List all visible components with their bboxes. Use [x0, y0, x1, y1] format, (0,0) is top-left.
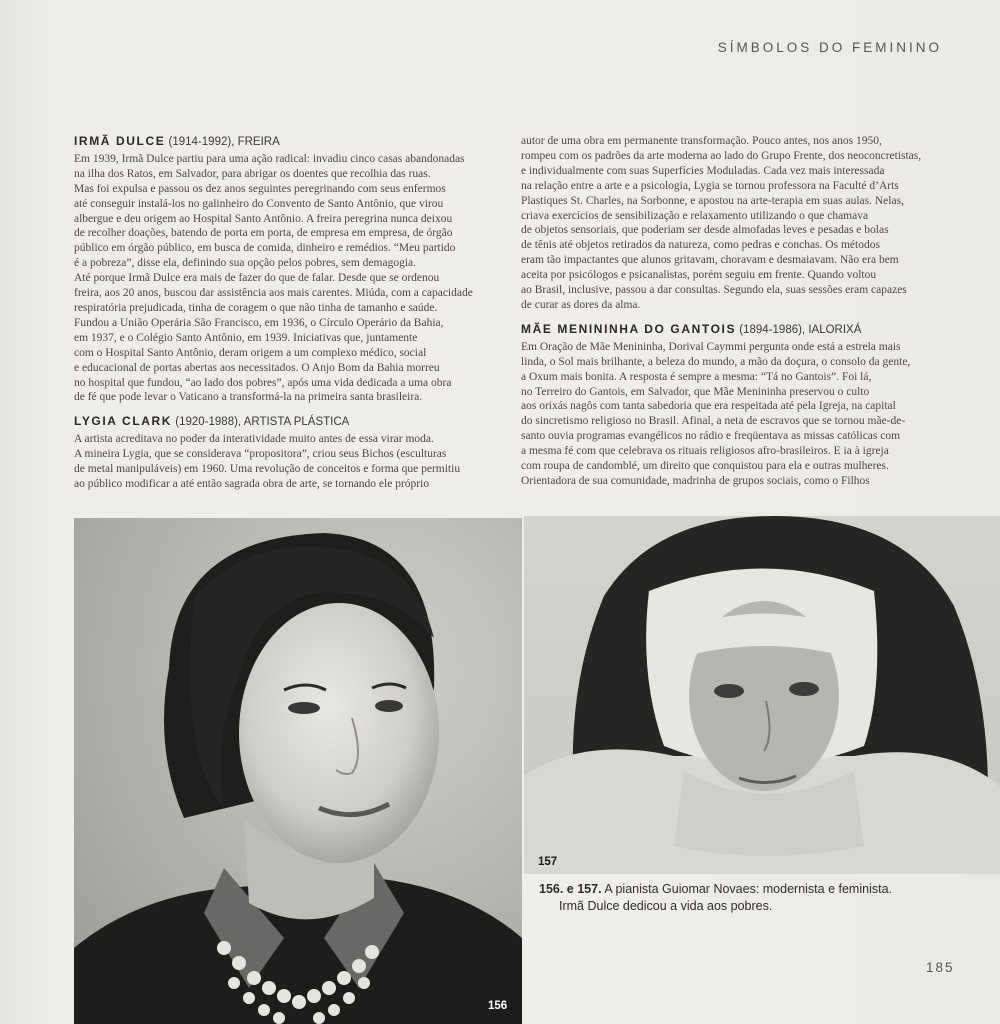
text-line: de metal manipuláveis) em 1960. Uma revolução de conceitos e forma que permitiu	[74, 463, 461, 476]
text-line: ao público modificar a até então sagrada obra de arte, se tornando ele próprio	[74, 477, 430, 490]
text-line: de fé que pode levar o Vaticano a transformá-la na primeira santa brasileira.	[74, 391, 423, 404]
caption-line-2: Irmã Dulce dedicou a vida aos pobres.	[559, 899, 773, 913]
text-line: criava exercícios de sensibilização e relaxamento utilizando o que chamava	[521, 209, 869, 222]
text-line: A artista acreditava no poder da interatividade muito antes de essa virar moda.	[74, 433, 434, 446]
entry-heading-lygia-clark	[74, 414, 519, 430]
text-line: Em 1939, Irmã Dulce partiu para uma ação radical: invadiu cinco casas abandonadas	[74, 152, 465, 165]
photo-caption	[539, 881, 959, 915]
text-line: no Terreiro do Gantois, em Salvador, que Mãe Menininha preservou o culto	[521, 385, 870, 398]
text-line: Em Oração de Mãe Menininha, Dorival Caymmi pergunta onde está a estrela mais	[521, 340, 901, 353]
entry-name: IRMÃ DULCE	[74, 134, 166, 148]
running-header: SÍMBOLOS DO FEMININO	[717, 40, 942, 55]
text-line: com o Hospital Santo Antônio, deram origem a um complexo médico, social	[74, 346, 427, 359]
text-line: público em órgão público, em busca de comida, dinheiro e remédios. “Meu partido	[74, 242, 456, 255]
text-line: Até porque Irmã Dulce era mais de fazer do que de falar. Desde que se ordenou	[74, 272, 440, 285]
text-line: em 1937, e o Colégio Santo Antônio, em 1939. Iniciativas que, juntamente	[74, 331, 418, 344]
left-text-column	[74, 134, 519, 492]
text-line: santo ouvia programas evangélicos no rádio e freqüentava as missas católicas com	[521, 430, 901, 443]
text-line: até conseguir instalá-los no galinheiro do Convento de Santo Antônio, que virou	[74, 197, 444, 210]
text-line: aceita por psicólogos e psicanalistas, porém seguiu em frente. Quando voltou	[521, 269, 877, 282]
entry-heading-mae-menininha	[521, 322, 966, 338]
text-line: e educacional de portas abertas aos necessitados. O Anjo Bom da Bahia morreu	[74, 361, 440, 374]
text-line: do sincretismo religioso no Brasil. Afinal, a neta de escravos que se tornou mãe-de-	[521, 415, 906, 428]
text-line: de tênis até objetos retirados da natureza, como pedras e conchas. Os métodos	[521, 239, 880, 252]
photo-number-156: 156	[488, 1000, 508, 1012]
text-line: linda, o Sol mais brilhante, a beleza do mundo, a mão da doçura, o consolo da gente,	[521, 355, 911, 368]
text-line: Mas foi expulsa e passou os dez anos seguintes peregrinando com seus enfermos	[74, 182, 446, 195]
text-line: na relação entre a arte e a psicologia, Lygia se tornou professora na Faculté d’Arts	[521, 179, 899, 192]
text-line: A mineira Lygia, que se considerava “propositora”, criou seus Bichos (esculturas	[74, 448, 447, 461]
right-text-column	[521, 134, 966, 489]
portrait-photo-157	[524, 516, 1000, 874]
portrait-illustration	[74, 518, 522, 1024]
caption-label: 156. e 157.	[539, 882, 602, 896]
text-line: albergue e deu origem ao Hospital Santo Antônio. A freira peregrina nunca deixou	[74, 212, 453, 225]
text-line: na ilha dos Ratos, em Salvador, para abrigar os doentes que recolhia das ruas.	[74, 167, 431, 180]
text-line: Plastiques St. Charles, na Sorbonne, e apostou na arte-terapia em suas aulas. Nelas,	[521, 194, 904, 207]
entry-meta: (1920-1988), ARTISTA PLÁSTICA	[175, 416, 350, 429]
nun-portrait-illustration	[524, 516, 1000, 874]
text-line: aos orixás nagôs com tanta sabedoria que era respeitada até pela Igreja, na capital	[521, 400, 896, 413]
text-line: a Oxum mais bonita. A resposta é sempre a mesma: “Tá no Gantois”. Foi lá,	[521, 370, 872, 383]
entry-name: LYGIA CLARK	[74, 414, 173, 429]
text-line: é a pobreza”, disse ela, definindo sua opção pelos pobres, sem demagogia.	[74, 257, 417, 270]
text-line: com roupa de candomblé, um direito que conquistou para ela e outras mulheres.	[521, 460, 889, 473]
text-line: respiratória prejudicada, tinha de coragem o que não tinha de tamanho e saúde.	[74, 301, 438, 314]
text-line: autor de uma obra em permanente transformação. Pouco antes, nos anos 1950,	[521, 135, 882, 147]
entry-name: MÃE MENININHA DO GANTOIS	[521, 321, 737, 336]
text-line: Orientadora de sua comunidade, madrinha de grupos sociais, como o Filhos	[521, 474, 870, 487]
text-line: e individualmente com suas Superfícies Moduladas. Cada vez mais interessada	[521, 164, 885, 177]
photo-number-157: 157	[538, 856, 558, 868]
text-line: rompeu com os padrões da arte moderna ao lado do Grupo Frente, dos neoconcretistas,	[521, 149, 922, 162]
text-line: freira, aos 20 anos, buscou dar assistência aos mais carentes. Miúda, com a capacidade	[74, 287, 473, 300]
text-line: ao Brasil, inclusive, passou a dar consultas. Segundo ela, suas sessões eram capazes	[521, 284, 907, 297]
portrait-photo-156	[74, 518, 522, 1024]
text-line: Fundou a União Operária São Francisco, em 1936, o Círculo Operário da Bahia,	[74, 316, 444, 329]
caption-line-1: A pianista Guiomar Novaes: modernista e feminista.	[604, 882, 892, 896]
entry-heading-irma-dulce	[74, 134, 519, 150]
text-line: a mesma fé com que celebrava os rituais religiosos afro-brasileiros. E ia à igreja	[521, 445, 889, 458]
text-line: eram tão impactantes que alunos gritavam, choravam e desmaiavam. Não era bem	[521, 254, 899, 267]
text-line: de objetos sensoriais, que poderiam ser desde almofadas leves e pesadas e bolas	[521, 224, 889, 237]
text-line: no hospital que fundou, “ao lado dos pobres”, após uma vida dedicada a uma obra	[74, 376, 452, 389]
text-line: de curar as dores da alma.	[521, 298, 641, 311]
entry-meta: (1894-1986), IALORIXÁ	[739, 323, 862, 336]
text-line: de recolher doações, batendo de porta em porta, de empresa em empresa, de órgão	[74, 227, 453, 240]
entry-meta: (1914-1992), FREIRA	[168, 136, 280, 148]
page-number: 185	[926, 960, 955, 975]
